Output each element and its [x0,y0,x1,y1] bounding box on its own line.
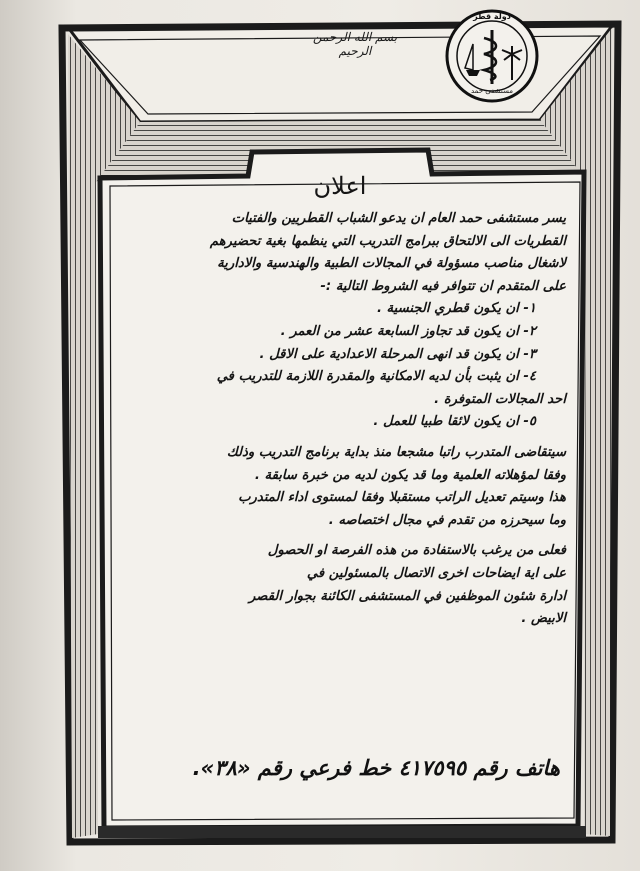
body-line: يسر مستشفى حمد العام ان يدعو الشباب القطريين والفتيات [231,211,566,226]
body-line: فعلى من يرغب بالاستفادة من هذه الفرصة او الحصول [267,543,566,559]
phone-footer: هاتف رقم ٤١٧٥٩٥ خط فرعي رقم «٣٨». [192,756,560,780]
condition-item: ٣- ان يكون قد انهى المرحلة الاعدادية على الاقل . [259,346,536,362]
notice-title: اعلان [313,172,367,200]
basmala-heading: بسم الله الرحمن الرحيم [312,30,398,58]
body-line: هذا وسيتم تعديل الراتب مستقبلا وفقا لمستوى اداء المتدرب [238,490,566,506]
body-line: على المتقدم ان تتوافر فيه الشروط التالية :- [320,278,566,294]
seal-bottom-text: مستشفى حمد [471,87,513,95]
condition-item: ١- ان يكون قطري الجنسية . [376,301,536,317]
condition-item: ٢- ان يكون قد تجاوز السابعة عشر من العمر . [280,323,536,339]
body-line: ادارة شئون الموظفين في المستشفى الكائنة بجوار القصر [248,588,566,604]
body-line: وفقا لمؤهلاته العلمية وما قد يكون لديه من خبرة سابقة . [254,467,566,483]
condition-item: ٤- ان يثبت بأن لديه الامكانية والمقدرة اللازمة للتدريب في [216,369,536,385]
body-line: الابيض . [521,611,566,627]
condition-continuation: احد المجالات المتوفرة . [434,391,566,407]
condition-item: ٥- ان يكون لائقا طبيا للعمل . [373,414,536,430]
notice-body [112,208,566,631]
body-line: لاشغال مناصب مسؤولة في المجالات الطبية والهندسية والادارية [217,256,566,272]
body-line: على اية ايضاحات اخرى الاتصال بالمسئولين في [306,565,566,581]
body-line: سيتقاضى المتدرب راتبا مشجعا منذ بداية برنامج التدريب وذلك [226,444,566,460]
seal-top-text: دولة قطر [473,12,511,21]
body-line: القطريات الى الالتحاق ببرامج التدريب التي ينظمها بغية تحضيرهم [209,233,566,249]
body-line: وما سيحرزه من تقدم في مجال اختصاصه . [328,512,566,528]
